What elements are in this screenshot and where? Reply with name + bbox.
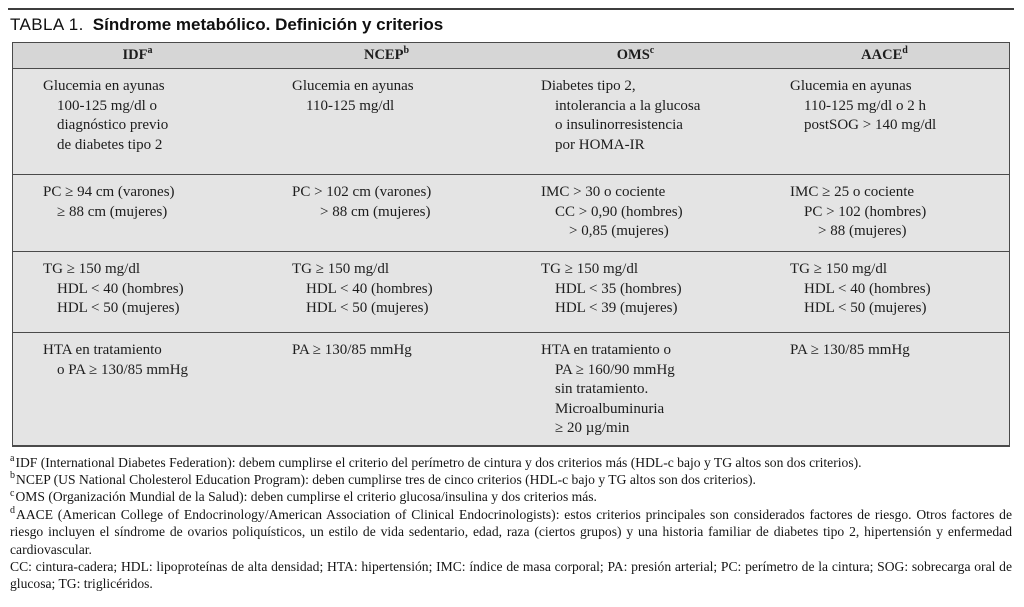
cell-line: HTA en tratamiento xyxy=(43,342,162,358)
cell-line: HDL < 50 (mujeres) xyxy=(306,300,429,316)
cell-line: 110-125 mg/dl xyxy=(306,97,395,114)
table-row-waist-bmi xyxy=(13,174,1009,251)
cell-line: postSOG > 140 mg/dl xyxy=(804,117,937,133)
cell-line: 100-125 mg/dl o xyxy=(57,97,157,114)
cell-line: sin tratamiento. xyxy=(555,381,649,397)
criteria-table xyxy=(12,42,1010,447)
table-number: TABLA 1. xyxy=(10,15,84,34)
cell-line: ≥ 88 cm (mujeres) xyxy=(57,203,168,220)
cell-line: Diabetes tipo 2, xyxy=(541,78,636,94)
cell-line: Glucemia en ayunas xyxy=(292,78,414,94)
cell-ncep-blood-pressure xyxy=(262,333,511,445)
cell-line: diagnóstico previo xyxy=(57,117,169,133)
column-header-oms: OMS$^c$ xyxy=(616,45,655,63)
cell-line: PC ≥ 94 cm (varones) xyxy=(43,184,175,200)
cell-oms-fasting-glucose xyxy=(511,69,760,174)
cell-line: PA ≥ 130/85 mmHg xyxy=(292,342,412,358)
cell-line: o PA ≥ 130/85 mmHg xyxy=(57,361,189,378)
cell-line: TG ≥ 150 mg/dl xyxy=(541,261,638,277)
cell-aace-blood-pressure xyxy=(760,333,1009,445)
cell-line: intolerancia a la glucosa xyxy=(555,97,701,114)
table-title xyxy=(10,15,1014,35)
cell-line: HDL < 40 (hombres) xyxy=(306,280,433,297)
table-header-row xyxy=(13,43,1009,69)
footnote-a: $^a$IDF (International Diabetes Federation): debem cumplirse el criterio del perímetro de cintura y dos criterios más (HDL-c bajo y TG altos son dos criterios). xyxy=(10,452,862,470)
cell-line: HDL < 35 (hombres) xyxy=(555,280,682,297)
cell-idf-blood-pressure xyxy=(13,333,262,445)
cell-line: Microalbuminuria xyxy=(555,400,665,417)
footnote-marker: c xyxy=(649,45,655,57)
column-header-idf: IDF$^a$ xyxy=(122,45,153,63)
column-header-ncep: NCEP$^b$ xyxy=(363,45,410,63)
footnote-marker: d xyxy=(10,505,15,517)
cell-aace-lipids xyxy=(760,252,1009,332)
cell-line: por HOMA-IR xyxy=(555,136,645,153)
column-header-aace: AACE$^d$ xyxy=(861,45,908,63)
cell-idf-fasting-glucose xyxy=(13,69,262,174)
cell-aace-waist-bmi xyxy=(760,175,1009,251)
cell-line: Glucemia en ayunas xyxy=(790,78,912,94)
table-row-blood-pressure xyxy=(13,332,1009,445)
cell-line: HDL < 50 (mujeres) xyxy=(804,300,927,316)
cell-line: o insulinorresistencia xyxy=(555,117,683,133)
footnotes xyxy=(10,454,1012,558)
cell-ncep-waist-bmi xyxy=(262,175,511,251)
footnote-marker: b xyxy=(10,470,15,482)
footnote-marker: b xyxy=(403,45,410,57)
cell-oms-blood-pressure xyxy=(511,333,760,445)
cell-line: PC > 102 cm (varones) xyxy=(292,184,432,200)
footnote-b: $^b$NCEP (US National Cholesterol Education Program): deben cumplirse tres de cinco criterios (HDL-c bajo y TG altos son dos criterios). xyxy=(10,470,756,487)
footnote-marker: c xyxy=(10,487,15,499)
footnote-d: $^d$AACE (American College of Endocrinology/American Association of Clinical Endocrinologists): estos criterios principales son considerados factores de riesgo. Otros factores de riesgo incluyen el síndrome de ovarios poliquísticos, un estilo de vida sedentario, edad, raza (ciertos grupos) y una historia familiar de diabetes tipo 2, hipertensión y enfermedad cardiovascular. xyxy=(10,505,1012,557)
cell-line: HDL < 39 (mujeres) xyxy=(555,300,678,316)
cell-line: > 88 (mujeres) xyxy=(818,223,907,239)
cell-aace-fasting-glucose xyxy=(760,69,1009,174)
cell-line: TG ≥ 150 mg/dl xyxy=(43,261,140,277)
cell-idf-waist-bmi xyxy=(13,175,262,251)
cell-line: 110-125 mg/dl o 2 h xyxy=(804,97,926,114)
cell-oms-lipids xyxy=(511,252,760,332)
table-body xyxy=(13,69,1009,445)
cell-line: IMC > 30 o cociente xyxy=(541,184,666,200)
cell-line: > 88 cm (mujeres) xyxy=(320,203,431,220)
cell-line: PA ≥ 160/90 mmHg xyxy=(555,361,675,378)
footnote-marker: a xyxy=(147,45,153,57)
table-row-fasting-glucose xyxy=(13,69,1009,174)
cell-line: Glucemia en ayunas xyxy=(43,78,165,94)
cell-line: de diabetes tipo 2 xyxy=(57,136,163,153)
footnote-marker: a xyxy=(10,452,15,464)
cell-line: TG ≥ 150 mg/dl xyxy=(790,261,887,277)
cell-line: HDL < 40 (hombres) xyxy=(804,280,931,297)
cell-line: TG ≥ 150 mg/dl xyxy=(292,261,389,277)
footnote-marker: d xyxy=(902,45,908,57)
cell-line: ≥ 20 µg/min xyxy=(555,420,630,436)
cell-line: PA ≥ 130/85 mmHg xyxy=(790,342,910,358)
cell-ncep-lipids xyxy=(262,252,511,332)
cell-oms-waist-bmi xyxy=(511,175,760,251)
cell-idf-lipids xyxy=(13,252,262,332)
cell-ncep-fasting-glucose xyxy=(262,69,511,174)
footnote-c: $^c$OMS (Organización Mundial de la Salud): deben cumplirse el criterio glucosa/insulina y dos criterios más. xyxy=(10,487,597,505)
table-row-lipids xyxy=(13,251,1009,332)
cell-line: IMC ≥ 25 o cociente xyxy=(790,184,915,200)
table-caption: Síndrome metabólico. Definición y criterios xyxy=(92,15,444,34)
cell-line: HTA en tratamiento o xyxy=(541,342,672,358)
cell-line: > 0,85 (mujeres) xyxy=(569,223,669,239)
cell-line: HDL < 40 (hombres) xyxy=(57,280,184,297)
top-rule xyxy=(8,8,1014,10)
cell-line: HDL < 50 (mujeres) xyxy=(57,300,180,316)
abbreviations: CC: cintura-cadera; HDL: lipoproteínas de alta densidad; HTA: hipertensión; IMC: índice de masa corporal; PA: presión arterial; PC: perímetro de la cintura; SOG: sobrecarga oral de glucosa; TG: triglicéridos. xyxy=(10,558,1012,592)
cell-line: PC > 102 (hombres) xyxy=(804,203,927,220)
cell-line: CC > 0,90 (hombres) xyxy=(555,203,683,220)
